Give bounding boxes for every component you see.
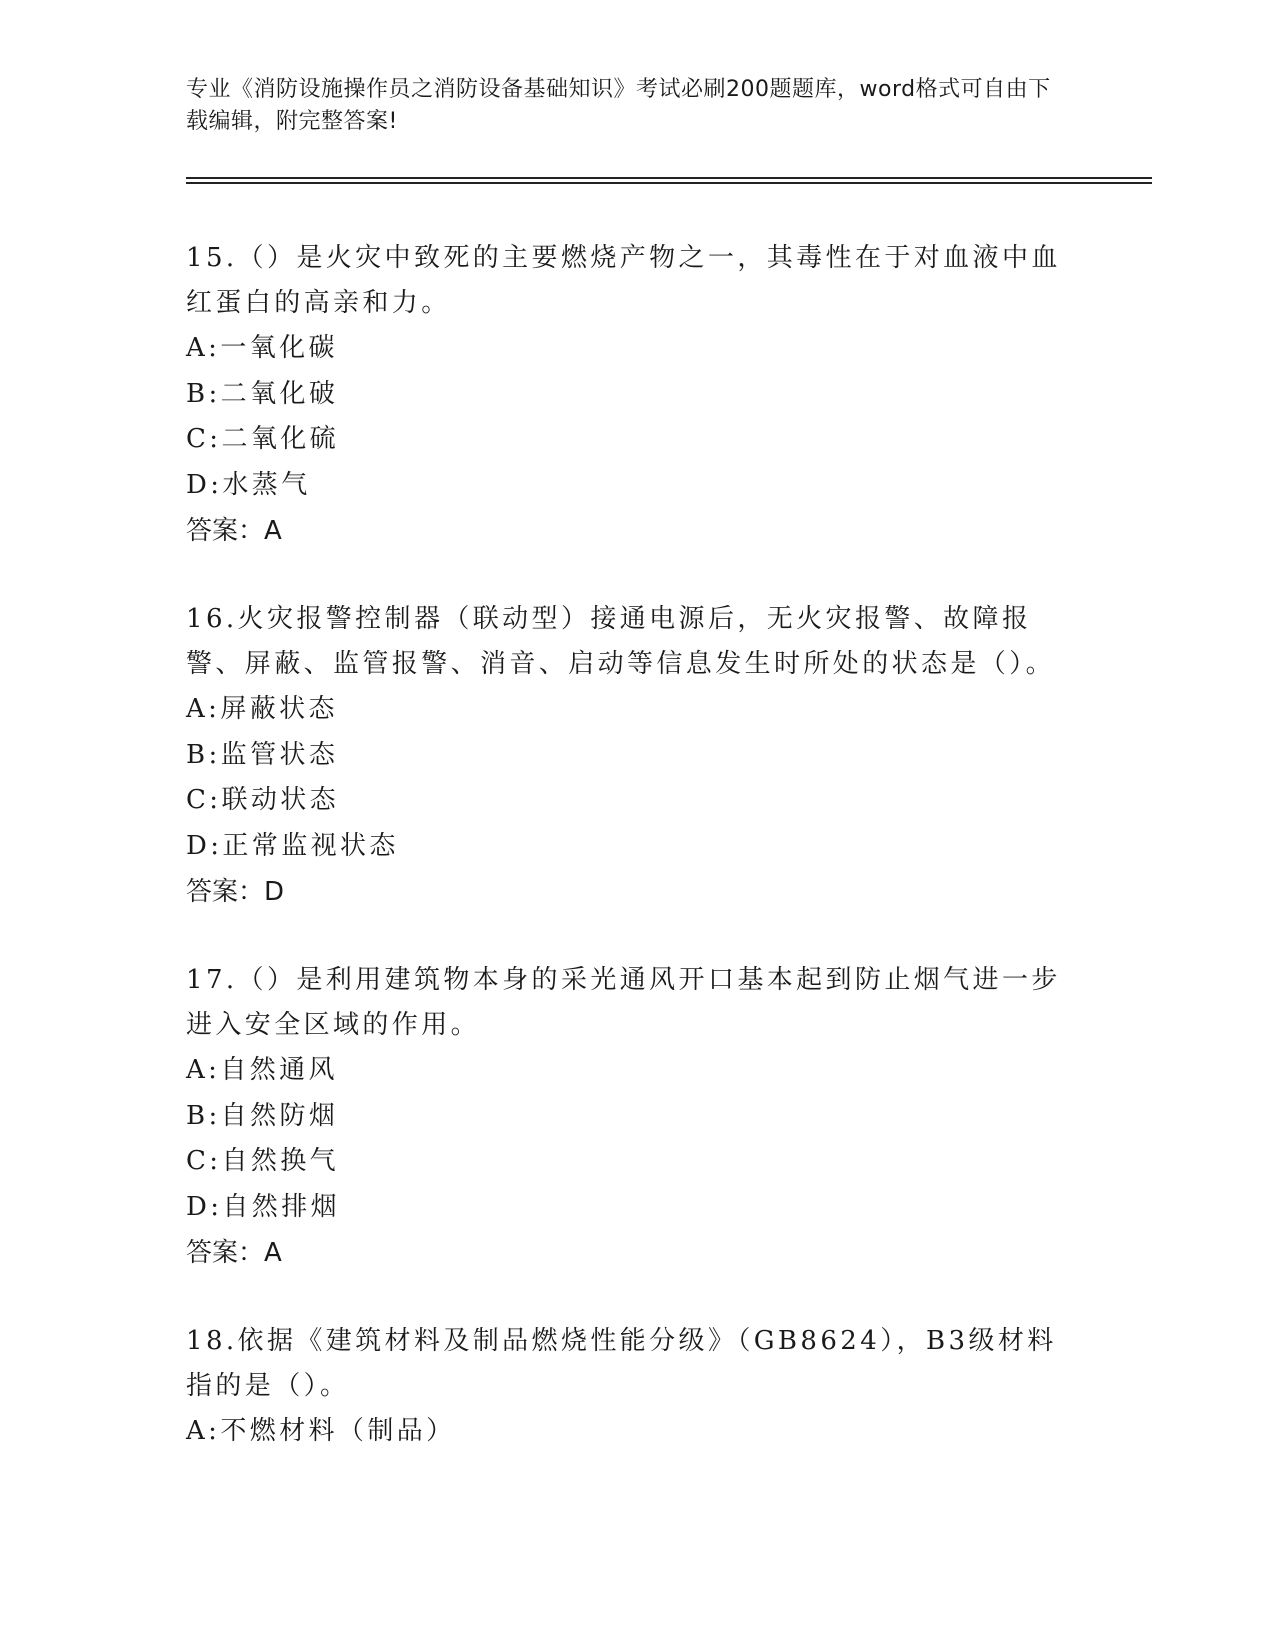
question-15 bbox=[186, 236, 1086, 554]
option-c: C:二氧化硫 bbox=[186, 424, 340, 454]
question-stem: 17.（）是利用建筑物本身的采光通风开口基本起到防止烟气进一步进入安全区域的作用。 bbox=[186, 965, 1061, 1040]
answer-line: 答案：D bbox=[186, 877, 285, 907]
question-stem: 15.（）是火灾中致死的主要燃烧产物之一，其毒性在于对血液中血红蛋白的高亲和力。 bbox=[186, 243, 1061, 318]
option-d: D:水蒸气 bbox=[186, 469, 311, 500]
option-a: A:自然通风 bbox=[186, 1055, 338, 1085]
question-stem: 16.火灾报警控制器（联动型）接通电源后，无火灾报警、故障报警、屏蔽、监管报警、消音、启动等信息发生时所处的状态是（）。 bbox=[186, 604, 1056, 679]
option-d: D:自然排烟 bbox=[186, 1191, 341, 1222]
document-header bbox=[186, 74, 1066, 138]
option-d: D:正常监视状态 bbox=[186, 830, 399, 861]
option-a: A:一氧化碳 bbox=[186, 333, 338, 363]
answer-line: 答案：A bbox=[186, 516, 282, 546]
header-divider-top bbox=[186, 177, 1152, 179]
question-16 bbox=[186, 597, 1086, 915]
option-b: B:自然防烟 bbox=[186, 1100, 339, 1131]
question-list bbox=[186, 236, 1086, 1498]
question-17 bbox=[186, 958, 1086, 1276]
option-b: B:二氧化破 bbox=[186, 378, 339, 409]
question-18 bbox=[186, 1319, 1086, 1455]
question-stem: 18.依据《建筑材料及制品燃烧性能分级》（GB8624），B3级材料指的是（）。 bbox=[186, 1326, 1057, 1401]
answer-line: 答案：A bbox=[186, 1238, 282, 1268]
option-a: A:屏蔽状态 bbox=[186, 694, 338, 724]
option-b: B:监管状态 bbox=[186, 739, 339, 770]
header-text: 专业《消防设施操作员之消防设备基础知识》考试必刷200题题库，word格式可自由下载编辑，附完整答案! bbox=[186, 77, 1051, 134]
header-divider-bottom bbox=[186, 182, 1152, 184]
option-c: C:联动状态 bbox=[186, 785, 340, 815]
option-c: C:自然换气 bbox=[186, 1146, 340, 1176]
option-a: A:不燃材料（制品） bbox=[186, 1416, 456, 1446]
